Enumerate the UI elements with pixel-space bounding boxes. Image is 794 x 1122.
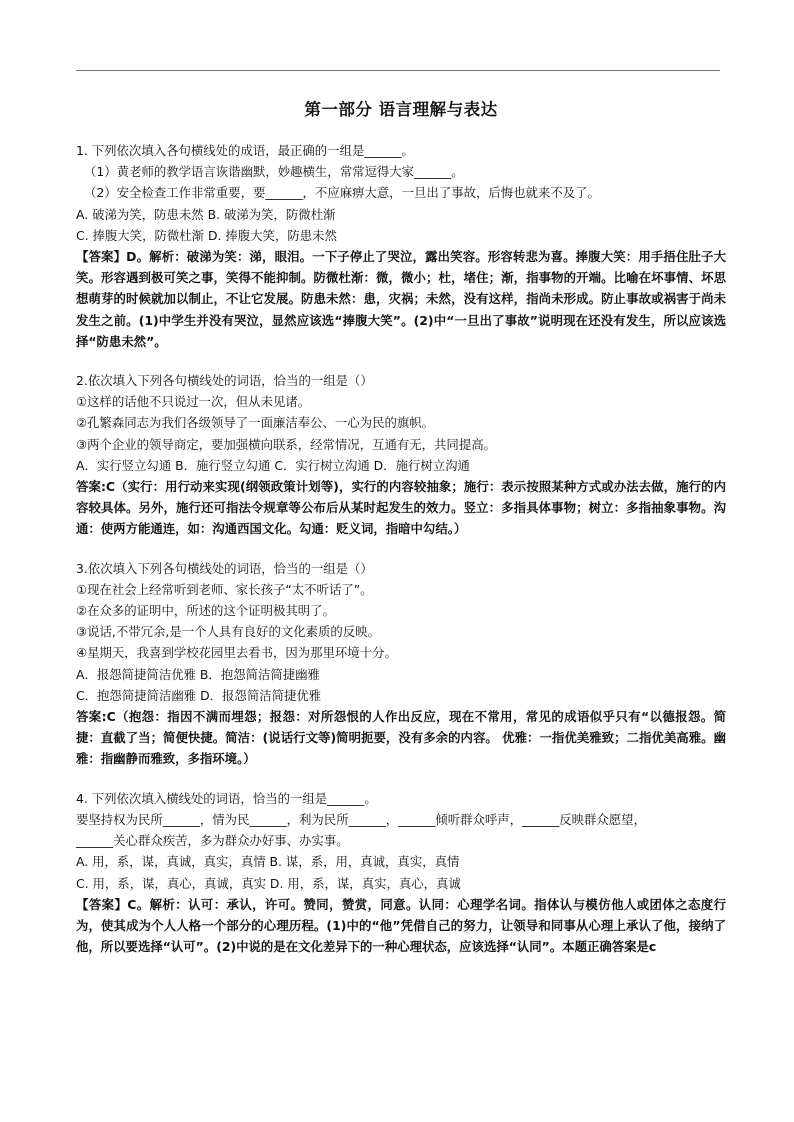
question-sentence: （1）黄老师的教学语言诙谐幽默，妙趣横生，常常逗得大家______。 [84,164,464,180]
question-options: A．报怨简捷简洁优雅 B．抱怨简洁简捷幽雅 [76,666,320,682]
question-sentence: ______关心群众疾苦，多为群众办好事、办实事。 [76,833,349,849]
question-options: C．抱怨简捷简洁幽雅 D．报怨简洁简捷优雅 [76,687,322,703]
question-option: C. 捧腹大笑，防微杜渐 D. 捧腹大笑，防患未然 [76,227,337,243]
question-options: A．实行竖立勾通 B．施行竖立勾通 C．实行树立沟通 D．施行树立沟通 [76,457,470,473]
question-stem: 4. 下列依次填入横线处的词语，恰当的一组是______。 [76,790,377,806]
question-stem: 2.依次填入下列各句横线处的词语，恰当的一组是（） [76,373,373,389]
question-3 [76,558,726,770]
question-option: A. 用，系，谋，真诚，真实，真情 B. 谋，系，用，真诚，真实，真情 [76,854,460,870]
document-page [76,96,726,975]
question-sentence: ①现在社会上经常听到老师、家长孩子“太不听话了”。 [76,581,373,597]
answer-explanation: 答案:C（抱怨：指因不满而埋怨；报怨：对所怨恨的人作出反应，现在不常用，常见的成语似乎只有“以德报怨。简捷：直截了当；简便快捷。简洁：(说话行文等)简明扼要，没有多余的内容。 优雅：一指优美雅致；二指优美高雅。幽雅：指幽静而雅致，多指环境。） [76,709,726,767]
question-sentence: ④星期天，我喜到学校花园里去看书，因为那里环境十分。 [76,645,397,661]
question-stem: 1. 下列依次填入各句横线处的成语，最正确的一组是______。 [76,143,414,158]
question-1 [76,140,726,352]
question-sentence: （2）安全检查工作非常重要，要______，不应麻痹大意，一旦出了事故，后悔也就来不及了。 [84,185,600,201]
question-sentence: ①这样的话他不只说过一次，但从未见诸。 [76,394,311,410]
question-4 [76,788,726,958]
header-rule [76,70,720,71]
page-title: 第一部分 语言理解与表达 [304,100,498,119]
question-sentence: ③两个企业的领导商定，要加强横向联系，经常情况，互通有无，共同提高。 [76,436,496,452]
question-sentence: ②孔繁森同志为我们各级领导了一面廉洁奉公、一心为民的旗帜。 [76,415,435,431]
question-sentence: 要坚持权为民所______，情为民______，利为民所______，______倾听群众呼声，______反映群众愿望， [76,811,646,827]
question-option: C. 用，系，谋，真心，真诚，真实 D. 用，系，谋，真实，真心，真诚 [76,875,461,891]
answer-explanation: 【答案】D。解析：破涕为笑：涕，眼泪。一下子停止了哭泣，露出笑容。形容转悲为喜。捧腹大笑：用手捂住肚子大笑。形容遇到极可笑之事，笑得不能抑制。防微杜渐：微，微小；杜，堵住；渐，指事物的开端。比喻在坏事情、坏思想萌芽的时候就加以制止，不让它发展。防患未然：患，灾祸；未然，没有这样，指尚未形成。防止事故或祸害于尚未发生之前。(1)中学生并没有哭泣，显然应该选“捧腹大笑”。(2)中“一旦出了事故”说明现在还没有发生，所以应该选择“防患未然”。 [76,249,726,349]
question-sentence: ③说话,不带冗余,是一个人具有良好的文化素质的反映。 [76,624,380,640]
question-stem: 3.依次填入下列各句横线处的词语，恰当的一组是（） [76,560,373,576]
answer-explanation: 答案:C（实行：用行动来实现(纲领政策计划等)，实行的内容较抽象；施行：表示按照某种方式或办法去做，施行的内容较具体。另外，施行还可指法令规章等公布后从某时起发生的效力。竖立：多指具体事物；树立：多指抽象事物。沟通：使两方能通连，如：沟通西国文化。勾通：贬义词，指暗中勾结。） [76,479,726,537]
question-sentence: ②在众多的证明中，所述的这个证明极其明了。 [76,603,335,619]
answer-explanation: 【答案】C。解析：认可：承认，许可。赞同，赞赏，同意。认同：心理学名词。指体认与模仿他人或团体之态度行为，使其成为个人人格一个部分的心理历程。(1)中的“他”凭借自己的努力，让领导和同事从心理上承认了他，接纳了他，所以要选择“认可”。(2)中说的是在文化差异下的一种心理状态，应该选择“认同”。本题正确答案是c [76,896,726,955]
question-2 [76,370,726,540]
question-option: A. 破涕为笑，防患未然 B. 破涕为笑，防微杜渐 [76,206,336,222]
